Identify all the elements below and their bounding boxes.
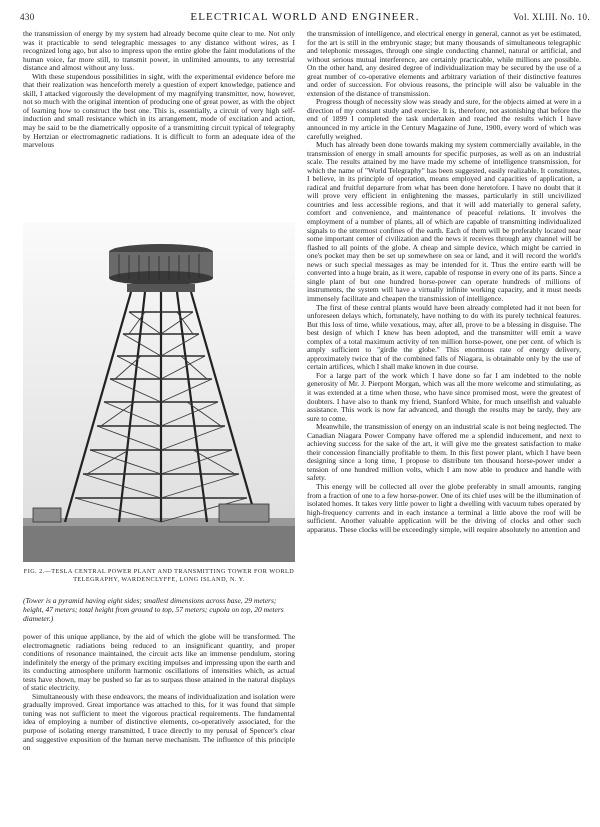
paragraph: Much has already been done towards making my system commercially available, in the transmission of energy in small amounts for specific purposes, as well as on an industrial scale. The results attained by me have made my scheme of intelligence transmission, for which the name of "World Telegraphy" has been suggested, easily realizable. It constitutes, I believe, in its principle of operation, means employed and capacities of application, a radical and fruitful departure from what has been done heretofore. I have no doubt that it will prove very efficient in enlightening the masses, particularly in still uncivilized countries and less accessible regions, and that it will add materially to general safety, comfort and convenience, and maintenance of peaceful relations. It involves the employment of a number of plants, all of which are capable of transmitting individualized signals to the uttermost confines of the earth. Each of them will be preferably located near some important center of civilization and the news it receives through any channel will be flashed to all points of the globe. A cheap and simple device, which might be carried in one's pocket may then be set up somewhere on sea or land, and it will record the world's news or such special messages as may be intended for it. Thus the entire earth will be converted into a huge brain, as it were, capable of response in every one of its parts. Since a single plant of but one hundred horse-power can operate hundreds of millions of instruments, the system will have a virtually infinite working capacity, and it must needs immensely facilitate and cheapen the transmission of intelligence. bbox=[307, 140, 581, 303]
tower-photograph bbox=[23, 222, 295, 562]
paragraph: The first of these central plants would have been already completed had it not been for unforeseen delays which, fortunately, have nothing to do with its purely technical features. But this loss of time, while vexatious, may, after all, prove to be a blessing in disguise. The best design of which I knew has been adopted, and the transmitter will emit a wave complex of a total maximum activity of ten million horse-power, one per cent. of which is amply sufficient to "girdle the globe." This enormous rate of energy delivery, approximately twice that of the combined falls of Niagara, is obtainable only by the use of certain artifices, which I shall make known in due course. bbox=[307, 302, 581, 372]
paragraph: Progress though of necessity slow was steady and sure, for the objects aimed at were in a direction of my constant study and exercise. It is, therefore, not astonishing that before the end of 1899 I completed the task undertaken and reached the results which I have announced in my article in the Century Magazine of June, 1900, every word of which was carefully weighed. bbox=[307, 97, 581, 141]
volume-number: Vol. XLIII. No. 10. bbox=[513, 12, 590, 22]
page-number: 430 bbox=[20, 12, 35, 22]
paragraph: Meanwhile, the transmission of energy on an industrial scale is not being neglected. The Canadian Niagara Power Company have offered me a splendid inducement, and next to achieving success for the sake of the art, it will give me the greatest satisfaction to make their concession financially profitable to them. In this first power plant, which I have been designing since a long time, I propose to distribute ten thousand horse-power under a tension of one hundred million volts, which I am now able to produce and handle with safety. bbox=[307, 422, 581, 483]
journal-title: ELECTRICAL WORLD AND ENGINEER. bbox=[190, 11, 420, 23]
paragraph: With these stupendous possibilities in sight, with the experimental evidence before me that their realization was henceforth merely a question of expert knowledge, patience and skill, I attacked vigorously the development of my magnifying transmitter, now, however, not so much with the original intention of producing one of great power, as with the object of learning how to construct the best one. This is, essentially, a circuit of very high self-induction and small resistance which in its arrangement, mode of excitation and action, may be said to be the diametrically opposite of a transmitting circuit typical of telegraphy by Hertzian or electromagnetic radiations. It is difficult to form an adequate idea of the marvelous bbox=[23, 71, 295, 150]
paragraph: For a large part of the work which I have done so far I am indebted to the noble generosity of Mr. J. Pierpont Morgan, which was all the more welcome and stimulating, as it was extended at a time when those, who have since promised most, were the greatest of doubters. I have also to thank my friend, Stanford White, for much unselfish and valuable assistance. This work is now far advanced, and though the results may be tardy, they are sure to come. bbox=[307, 370, 581, 423]
right-column bbox=[307, 30, 581, 534]
left-column-top bbox=[23, 30, 295, 150]
paragraph: the transmission of energy by my system had already become quite clear to me. Not only was it practicable to send telegraphic messages to any distance without wires, as I recognized long ago, but also to impress upon the entire globe the faint modulations of the human voice, far more still, to transmit power, in unlimited amounts, to any terrestrial distance and almost without any loss. bbox=[23, 29, 295, 73]
figure-caption: FIG. 2.—TESLA CENTRAL POWER PLANT AND TRANSMITTING TOWER FOR WORLD TELEGRAPHY, WARDENCLYFFE, LONG ISLAND, N. Y. bbox=[23, 568, 295, 583]
paragraph: This energy will be collected all over the globe preferably in small amounts, ranging from a fraction of one to a few horse-power. One of its chief uses will be the illumination of isolated homes. It takes very little power to light a dwelling with vacuum tubes operated by high-frequency currents and in each instance a terminal a little above the roof will be sufficient. Another valuable application will be the driving of clocks and other such apparatus. These clocks will be exceedingly simple, will require absolutely no attention and bbox=[307, 481, 581, 534]
running-header bbox=[20, 12, 590, 26]
wardenclyffe-tower-illustration bbox=[23, 222, 295, 562]
paragraph: the transmission of intelligence, and electrical energy in general, cannot as yet be estimated, for the art is still in the embryonic stage; but many thousands of simultaneous telegraphic and telephonic messages, through one single conducting channel, natural or artificial, and without serious mutual interference, are certainly practicable, while millions are possible. On the other hand, any desired degree of individualization may be secured by the use of a great number of co-operative elements and arbitrary variation of their distinctive features and order of succession. For obvious reasons, the principle will also be valuable in the extension of the distance of transmission. bbox=[307, 29, 581, 98]
left-column-bottom bbox=[23, 633, 295, 753]
paragraph: power of this unique appliance, by the aid of which the globe will be transformed. The electromagnetic radiations being reduced to an insignificant quantity, and proper conditions of resonance maintained, the circuit acts like an immense pendulum, storing indefinitely the energy of the primary exciting impulses and impressing upon the earth and its conducting atmosphere uniform harmonic oscillations of intensities which, as actual tests have shown, may be pushed so far as to surpass those attained in the natural displays of static electricity. bbox=[23, 632, 295, 693]
figure-note: (Tower is a pyramid having eight sides; smallest dimensions across base, 29 meters; height, 47 meters; total height from ground to top, 57 meters; cupola on top, 20 meters diameter.) bbox=[23, 596, 284, 623]
paragraph: Simultaneously with these endeavors, the means of individualization and isolation were gradually improved. Great importance was attached to this, for it was found that simple tuning was not sufficient to meet the vigorous practical requirements. The fundamental idea of employing a number of distinctive elements, co-operatively associated, for the purpose of isolating energy transmitted, I trace directly to my perusal of Spencer's clear and suggestive exposition of the human nerve mechanism. The influence of this principle on bbox=[23, 691, 295, 753]
